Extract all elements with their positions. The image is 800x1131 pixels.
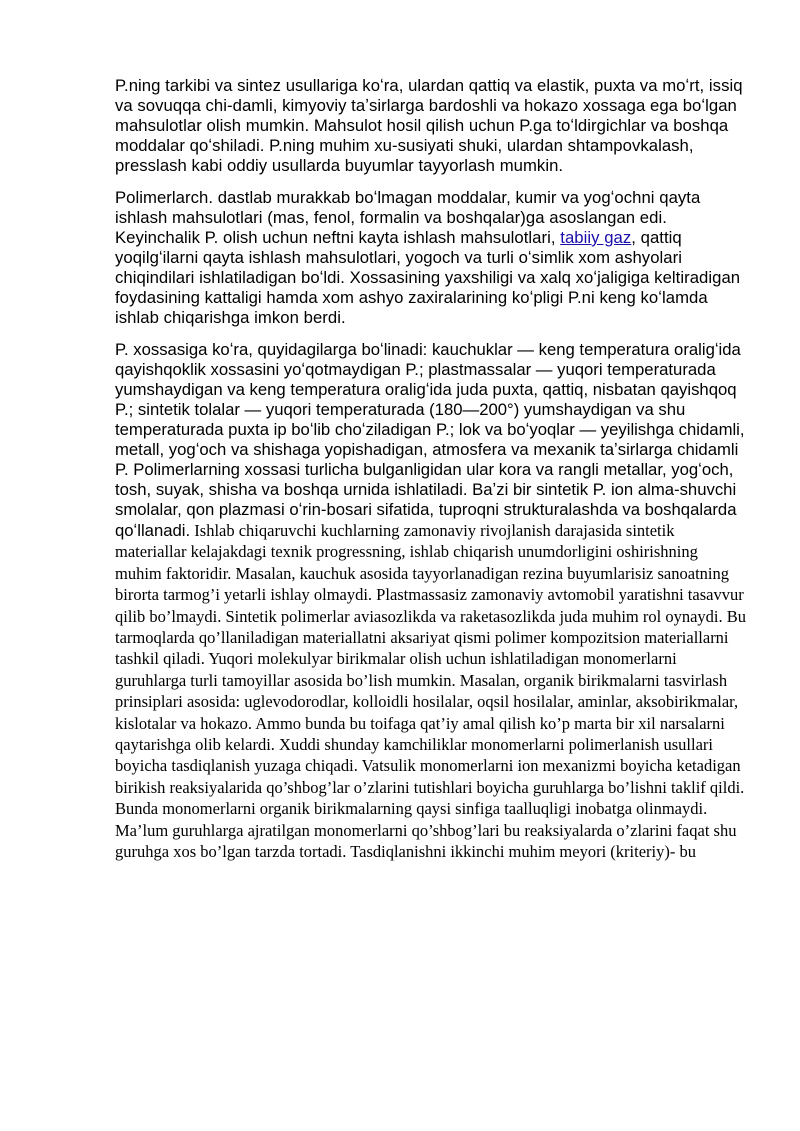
paragraph-3-sans-text: P. xossasiga koʻra, quyidagilarga boʻlinadi: kauchuklar — keng temperatura oraligʻida qayishqoklik xossasini yoʻqotmaydigan P.; plastmassalar — yuqori temperaturada yumshaydigan va keng temperatura oraligʻida juda puxta, qattiq, nisbatan qayishqoq P.; sintetik tolalar — yuqori temperaturada (180—200°) yumshaydigan va shu temperaturada puxta ip boʻlib choʻziladigan P.; lok va boʻyoqlar — yeyilishga chidamli, metall, yogʻoch va shishaga yopishadigan, atmosfera va mexanik taʼsirlarga chidamli P. Polimerlarning xossasi turlicha bulganligidan ular kora va rangli metallar, yogʻoch, tosh, suyak, shisha va boshqa urnida ishlatiladi. Baʼzi bir sintetik P. ion alma-shuvchi smolalar, qon plazmasi oʻrin-bosari sifatida, tuproqni strukturalashda va boshqalarda qoʻllanadi.	[115, 340, 745, 540]
paragraph-3	[115, 340, 747, 863]
paragraph-3-serif-text: Ishlab chiqaruvchi kuchlarning zamonaviy rivojlanish darajasida sintetik materiallar kelajakdagi texnik progressning, ishlab chiqarish unumdorligini oshirishning muhim faktoridir. Masalan, kauchuk asosida tayyorlanadigan rezina buyumlarisiz sanoatning birorta tarmog’i yetarli ishlay olmaydi. Plastmassasiz zamonaviy avtomobil yaratishni tasavvur qilib bo’lmaydi. Sintetik polimerlar aviasozlikda va raketasozlikda juda muhim rol oynaydi. Bu tarmoqlarda qo’llaniladigan materiallatni aksariyat qismi polimer kompozitsion materiallarni tashkil qiladi. Yuqori molekulyar birikmalar olish uchun ishlatiladigan monomerlarni guruhlarga turli tamoyillar asosida bo’lish mumkin. Masalan, organik birikmalarni tasvirlash prinsiplari asosida: uglevodorodlar, kolloidli hosilalar, oqsil hosilalar, aminlar, aksobirikmalar, kislotalar va hokazo. Ammo bunda bu toifaga qat’iy amal qilish ko’p marta bir xil narsalarni qaytarishga olib kelardi. Xuddi shunday kamchiliklar monomerlarni polimerlanish usullari boyicha tasdiqlanish yuzaga chiqadi. Vatsulik monomerlarni ion mexanizmi boyicha ketadigan birikish reaksiyalarida qo’shbog’lar o’zlarini tutishlari boyicha guruhlarga bo’lishni taklif qildi. Bunda monomerlarni organik birikmalarning qaysi sinfiga taalluqligi inobatga olinmaydi. Ma’lum guruhlarga ajratilgan monomerlarni qo’shbog’lari bu reaksiyalarda o’zlarini faqat shu guruhga xos bo’lgan tarzda tortadi. Tasdiqlanishni ikkinchi muhim meyori (kriteriy)- bu	[115, 521, 746, 862]
paragraph-2-text-start: Polimerlarch. dastlab murakkab boʻlmagan moddalar, kumir va yogʻochni qayta ishlash mahsulotlari (mas, fenol, formalin va boshqalar)ga asoslangan edi. Keyinchalik P. olish uchun neftni kayta ishlash mahsulotlari,	[115, 188, 701, 247]
paragraph-2-text-end: , qattiq yoqilgʻilarni qayta ishlash mahsulotlari, yogoch va turli oʻsimlik xom ashyolari chiqindilari ishlatiladigan boʻldi. Xossasining yaxshiligi va xalq xoʻjaligiga keltiradigan foydasining kattaligi hamda xom ashyo zaxiralarining koʻpligi P.ni keng koʻlamda ishlab chiqarishga imkon berdi.	[115, 228, 741, 327]
text-column	[115, 76, 747, 863]
paragraph-1: P.ning tarkibi va sintez usullariga koʻra, ulardan qattiq va elastik, puxta va moʻrt, issiq va sovuqqa chi-damli, kimyoviy taʼsirlarga bardoshli va hokazo xossaga ega boʻlgan mahsulotlar olish mumkin. Mahsulot hosil qilish uchun P.ga toʻldirgichlar va boshqa moddalar qoʻshiladi. P.ning muhim xu-susiyati shuki, ulardan shtampovkalash, presslash kabi oddiy usullarda buyumlar tayyorlash mumkin.	[115, 76, 743, 175]
tabiiy-gaz-link[interactable]: tabiiy gaz	[560, 228, 632, 247]
paragraph-2	[115, 188, 747, 328]
